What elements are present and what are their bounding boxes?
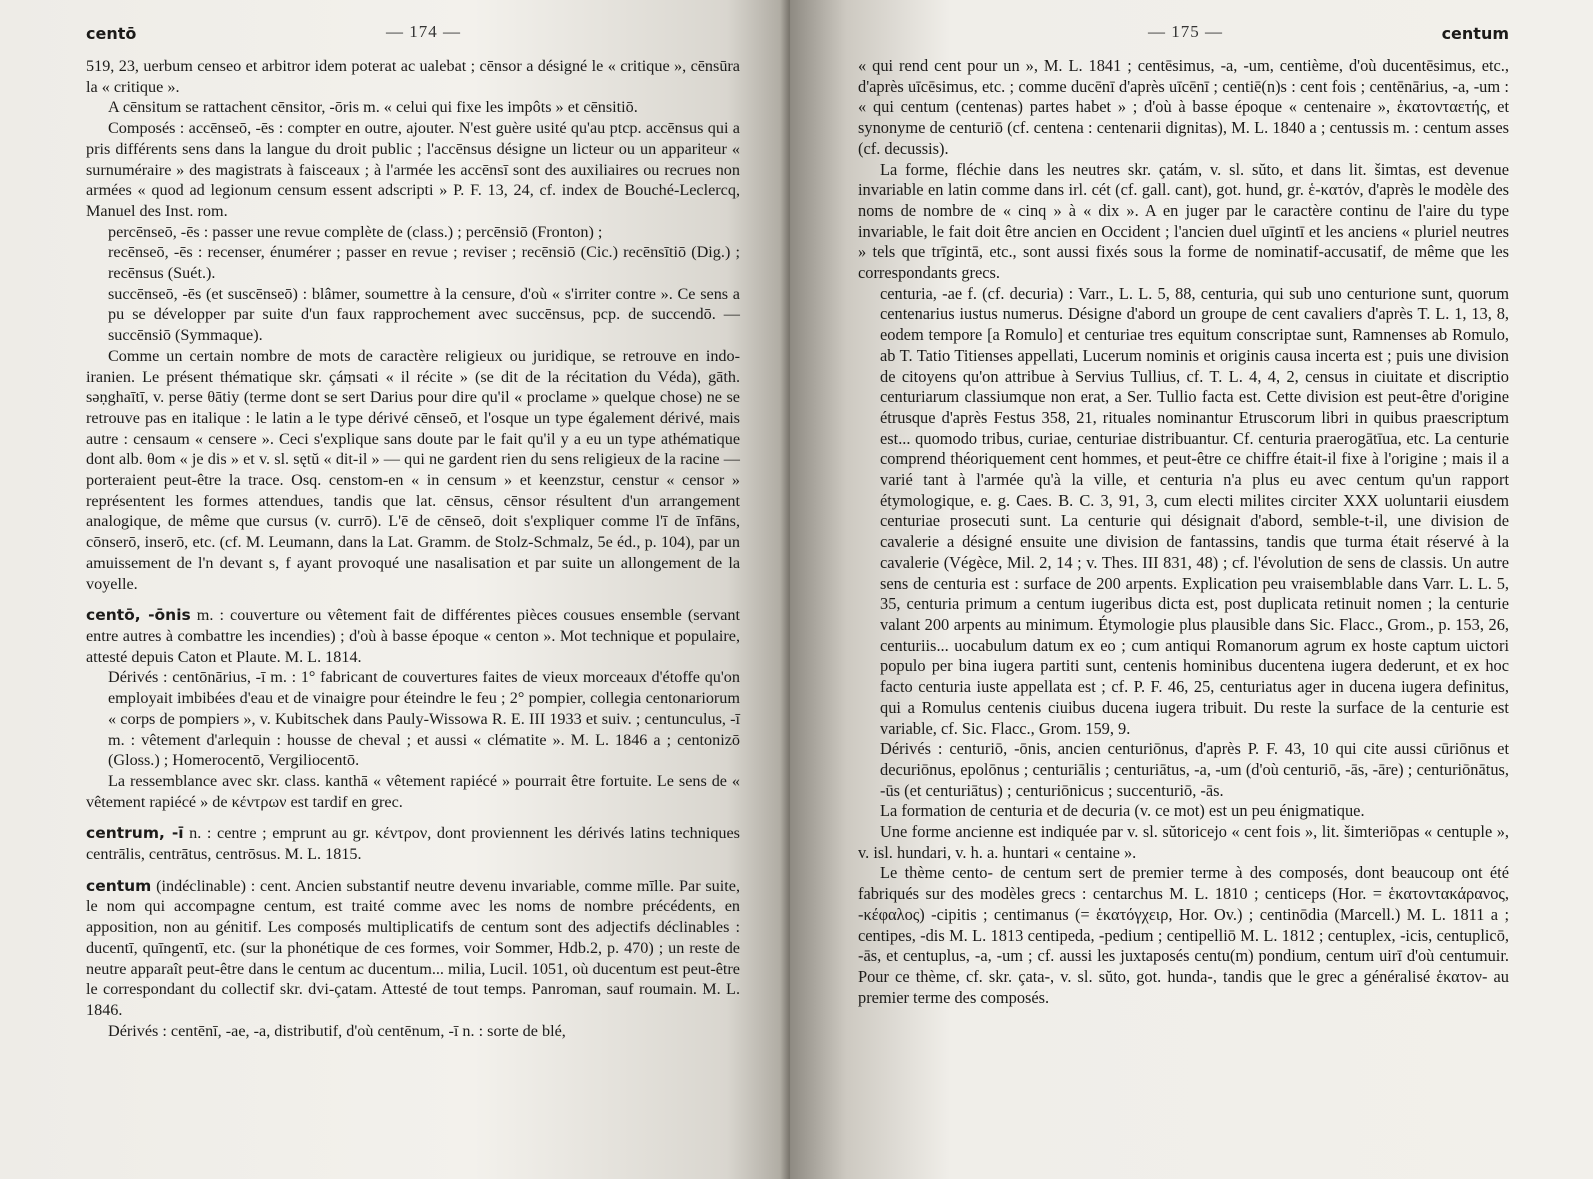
paragraph — [86, 97, 740, 118]
page-number: — 175 — — [1148, 22, 1223, 41]
dictionary-entry — [86, 605, 740, 667]
entry-headword: centrum, -ī — [86, 824, 184, 843]
left-page — [0, 0, 790, 1179]
paragraph-text: percēnseō, -ēs : passer une revue complète de (class.) ; percēnsiō (Fronton) ; — [108, 222, 603, 241]
dictionary-entry — [86, 876, 740, 1021]
paragraph — [858, 863, 1509, 1008]
paragraph-text: recēnseō, -ēs : recenser, énumérer ; passer en revue ; reviser ; recēnsiō (Cic.) recēnsītiō (Dig.) ; recēnsus (Suét.). — [108, 243, 740, 283]
paragraph-text: Composés : accēnseō, -ēs : compter en outre, ajouter. N'est guère usité qu'au ptcp. accēnsus qui a pris différents sens dans la langue du droit public ; l'accēnsus désigne un licteur ou un appariteur « surnuméraire » des magistrats à faisceaux ; à l'armée les accēnsī sont des auxiliaires ou recrues non armées « quod ad legionum censum essent adscripti » P. F. 13, 24, cf. index de Bouché-Leclercq, Manuel des Inst. rom. — [86, 119, 740, 220]
paragraph-text: La formation de centuria et de decuria (v. ce mot) est un peu énigmatique. — [880, 801, 1365, 821]
paragraph — [86, 222, 740, 243]
paragraph-text: (indéclinable) : cent. Ancien substantif neutre devenu invariable, comme mīlle. Par suite, le nom qui accompagne centum, est traité comme avec les noms de nombre précédents, en apposition, non au génitif. Les composés multiplicatifs de centum sont des adjectifs déclinables : ducentī, quīngentī, etc. (sur la phonétique de ces formes, voir Sommer, Hdb.2, p. 470) ; un reste de neutre apparaît peut-être dans le centum ac ducentum... milia, Lucil. 1051, où ducentum est peut-être le correspondant du collectif skr. dvi-çatam. Attesté de tout temps. Panroman, sauf roumain. M. L. 1846. — [86, 876, 740, 1019]
page-number: — 174 — — [386, 22, 461, 41]
entry-headword: centum — [86, 876, 152, 895]
paragraph-text: Le thème cento- de centum sert de premier terme à des composés, dont beaucoup ont été fabriqués sur des modèles grecs : centarchus M. L. 1810 ; centiceps (Hor. = ἑκατοντακάρανος, -κέφαλος) -cipitis ; centimanus (= ἑκατόγχειρ, Hor. Ov.) ; centinōdia (Marcell.) M. L. 1811 a ; centipes, -dis M. L. 1813 centipeda, -pedium ; centipelliō M. L. 1812 ; centuplex, -icis, centuplicō, -ās, et centuplus, -a, -um ; cf. aussi les juxtaposés centu(m) pondium, centum uirī d'où centumuir. Pour ce thème, cf. skr. çata-, v. sl. sŭto, got. hunda-, tandis que le grec a généralisé ἑκατον- au premier terme des composés. — [858, 863, 1509, 1007]
left-page-text — [86, 56, 740, 1041]
paragraph-text: 519, 23, uerbum censeo et arbitror idem poterat ac ualebat ; cēnsor a désigné le « critique », cēnsūra la « critique ». — [86, 57, 740, 96]
paragraph-text: La forme, fléchie dans les neutres skr. çatám, v. sl. sŭto, et dans lit. šimtas, est devenue invariable en latin comme dans irl. cét (cf. gall. cant), got. hund, gr. ἑ-κατόν, d'après le modèle des noms de nombre de « cinq » à « dix ». A en juger par le caractère continu de l'aire du type invariable, le fait doit être ancien en Occident ; l'ancien duel uīgintī et les anciens « pluriel neutres » tels que trīgintā, etc., sont aussi fixés sous la forme de nominatif-accusatif, de même que les correspondants grecs. — [858, 159, 1509, 283]
paragraph-text: succēnseō, -ēs (et suscēnseō) : blâmer, soumettre à la censure, d'où « s'irriter contre ». Ce sens a pu se développer par suite d'un faux rapprochement avec succēnsus, pcp. de succendō. — succēnsiō (Symmaque). — [108, 284, 740, 345]
paragraph — [86, 284, 740, 346]
paragraph-text: Dérivés : centuriō, -ōnis, ancien centuriōnus, d'après P. F. 43, 10 qui cite aussi cūriōnus et decuriōnus, epolōnus ; centuriālis ; centuriātus, -a, -um (d'où centuriō, -ās, -āre) ; centuriōnātus, -ūs (et centuriātus) ; centuriōnicus ; succenturiō, -ās. — [880, 739, 1509, 800]
paragraph — [858, 801, 1509, 822]
running-head: centum — [1441, 24, 1509, 43]
paragraph-text: A cēnsitum se rattachent cēnsitor, -ōris m. « celui qui fixe les impôts » et cēnsitiō. — [108, 98, 638, 117]
entry-headword: centō, -ōnis — [86, 606, 191, 625]
left-page-header — [86, 20, 740, 56]
paragraph — [86, 56, 740, 97]
right-page — [790, 0, 1593, 1179]
paragraph-text: Dérivés : centōnārius, -ī m. : 1° fabricant de couvertures faites de vieux morceaux d'étoffe qu'on employait imbibées d'eau et de vinaigre pour éteindre le feu ; 2° pompier, collegia centonariorum « corps de pompiers », v. Kubitschek dans Pauly-Wissowa R. E. III 1933 et suiv. ; centunculus, -ī m. : vêtement d'arlequin : housse de cheval ; et aussi « clématite ». M. L. 1846 a ; centonizō (Gloss.) ; Homerocentō, Vergiliocentō. — [108, 668, 740, 770]
paragraph — [86, 346, 740, 594]
paragraph — [858, 284, 1509, 739]
paragraph-text: La ressemblance avec skr. class. kanthā « vêtement rapiécé » pourrait être fortuite. Le sens de « vêtement rapiécé » de κέντρων est tardif en grec. — [86, 771, 740, 811]
paragraph-text: « qui rend cent pour un », M. L. 1841 ; centēsimus, -a, -um, centième, d'où ducentēsimus, etc., d'après uīcēsimus, etc. ; comme ducēnī d'après uīcēnī ; centiē(n)s : cent fois ; centēnārius, -a, -um : « qui centum (centenas) partes habet » ; d'où à basse époque « centenaire », ἑκατονταετής, et synonyme de centuriō (cf. centena : centenarii dignitas), M. L. 1840 a ; centussis m. : centum asses (cf. decussis). — [858, 56, 1509, 158]
paragraph-text: Comme un certain nombre de mots de caractère religieux ou juridique, se retrouve en indo-iranien. Le présent thématique skr. çáṃsati « il récite » (se dit de la récitation du Véda), gāth. səṇghaītī, v. perse θātiy (terme dont se sert Darius pour dire qu'il « proclame » quelque chose) ne se retrouve pas en italique : le latin a le type dérivé cēnseō, et l'osque un type également dérivé, mais autre : censaum « censere ». Ceci s'explique sans doute par le fait qu'il y a eu un type athématique dont alb. θom « je dis » et v. sl. sętŭ « dit-il » — qui ne gardent rien du sens religieux de la racine — porteraient peut-être la trace. Osq. censtom-en « in censum » et keenzstur, censtur « censor » représentent les formes attendues, tandis que lat. cēnsus, cēnsor résultent d'un arrangement analogique, de même que cursus (v. currō). L'ē de cēnseō, doit s'expliquer comme l'ī de īnfāns, cōnserō, inserō, etc. (cf. M. Leumann, dans la Lat. Gramm. de Stolz-Schmalz, 5e éd., p. 104), par un amuissement de l'n devant s, f ayant provoqué une nasalisation et par suite un allongement de la voyelle. — [86, 346, 740, 593]
paragraph-text: centuria, -ae f. (cf. decuria) : Varr., L. L. 5, 88, centuria, qui sub uno centurione sunt, quorum centenarius iustus numerus. Désigne d'abord un groupe de cent cavaliers d'après T. L. 1, 13, 8, eodem tempore [a Romulo] et centuriae tres equitum conscriptae sunt, Ramnenses ab Romulo, ab T. Tatio Titienses appellati, Lucerum nominis et originis causa incerta est ; puis une division de citoyens qu'on attribue à Servius Tullius, cf. T. L. 4, 4, 2, census in ciuitate et discriptio centuriarum classiumque non erat, a Ser. Tullio facta est. Cette division est peut-être d'origine étrusque d'après Festus 358, 21, rituales nominantur Etruscorum libri in quibus praescriptum est... quomodo tribus, curiae, centuriae distribuantur. Cf. centuria praerogātīua, etc. La centurie comprend théoriquement cent hommes, et peut-être ce chiffre était-il fixe à l'origine ; mais il a varié tant à l'armée qu'à la ville, et centuria n'a plus eu avec centum qu'un rapport étymologique, e. g. Caes. B. C. 3, 91, 3, cum electi milites circiter XXX uoluntarii eiusdem centuriae prosecuti sunt. La centurie qui désignait d'abord, semble-t-il, une division de cavalerie a désigné ensuite une division de fantassins, tandis que turma était réservé à la cavalerie (Végèce, Mil. 2, 14 ; v. Thes. III 831, 48) ; cf. l'évolution de sens de classis. Un autre sens de centuria est : surface de 200 arpents. Explication peu vraisemblable dans Varr. L. L. 5, 35, centuria primum a centum iugeribus dicta est, post duplicata retinuit nomen ; la centurie valant 200 arpents au minimum. Étymologie plus plausible dans Sic. Flacc., Grom., p. 153, 26, centuriis... uocabulum datum ex eo ; cum antiqui Romanorum agrum ex hoste captum uictori populo per bina iugera partiti sunt, centenis hominibus ducentena iugera dederunt, et ex hoc facto centuria iuste appellata est ; cf. P. F. 46, 25, centuriatus ager in ducena iugera definitus, qui a Romulus centenis ciuibus ducena iugera tribuit. Du reste la surface de la centurie est variable, cf. Sic. Flacc., Grom. 159, 9. — [880, 283, 1509, 738]
paragraph-text: n. : centre ; emprunt au gr. κέντρον, dont proviennent les dérivés latins techniques centrālis, centrātus, centrōsus. M. L. 1815. — [86, 824, 740, 864]
paragraph-text: m. : couverture ou vêtement fait de différentes pièces cousues ensemble (servant entre autres à combattre les incendies) ; d'où à basse époque « centon ». Mot technique et populaire, attesté depuis Caton et Plaute. M. L. 1814. — [86, 606, 740, 666]
paragraph — [86, 1021, 740, 1042]
paragraph — [858, 822, 1509, 863]
paragraph — [86, 118, 740, 222]
dictionary-entry — [86, 823, 740, 864]
paragraph — [858, 160, 1509, 284]
paragraph — [86, 242, 740, 283]
right-page-text — [858, 56, 1509, 1008]
paragraph — [858, 739, 1509, 801]
right-page-header — [858, 20, 1509, 56]
paragraph-text: Dérivés : centēnī, -ae, -a, distributif, d'où centēnum, -ī n. : sorte de blé, — [108, 1021, 566, 1040]
paragraph — [86, 667, 740, 771]
paragraph — [858, 56, 1509, 160]
paragraph — [86, 771, 740, 812]
paragraph-text: Une forme ancienne est indiquée par v. sl. sŭtoricejo « cent fois », lit. šimteriōpas « centuple », v. isl. hundari, v. h. a. huntari « centaine ». — [858, 822, 1509, 862]
running-head: centō — [86, 24, 137, 43]
